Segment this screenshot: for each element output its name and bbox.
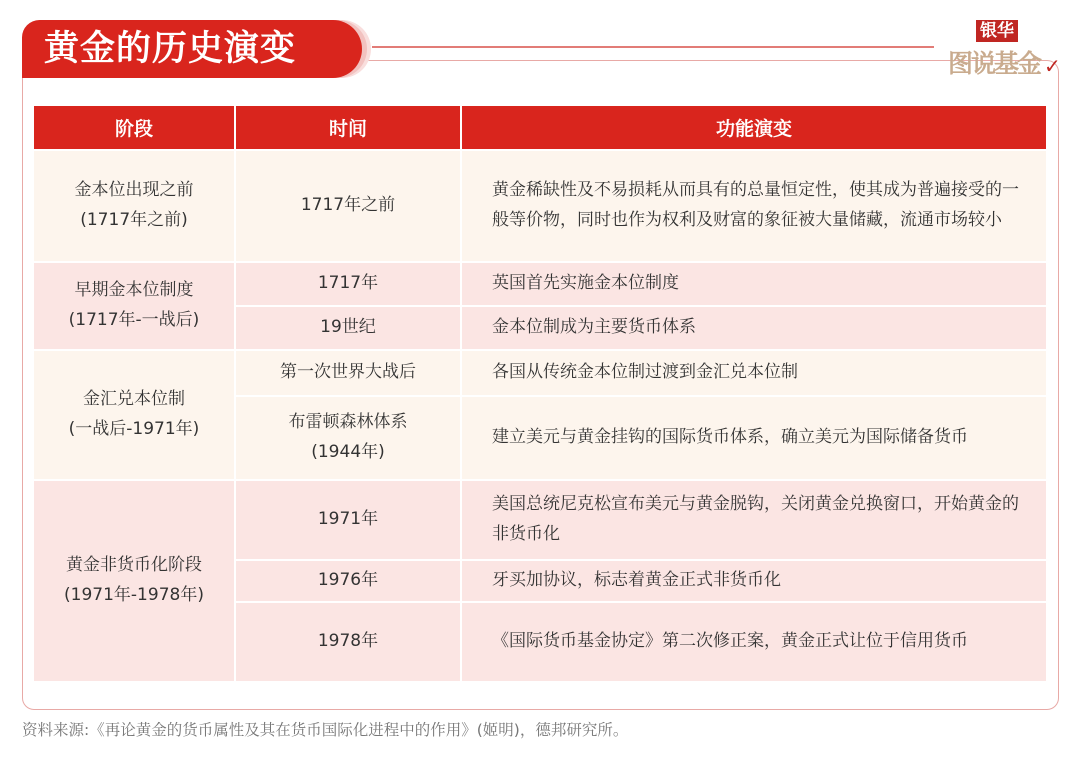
history-table <box>32 104 1048 683</box>
desc-cell: 黄金稀缺性及不易损耗从而具有的总量恒定性，使其成为普遍接受的一般等价物，同时也作为权利及财富的象征被大量储藏，流通市场较小 <box>462 151 1046 261</box>
desc-cell: 金本位制成为主要货币体系 <box>462 307 1046 349</box>
stage-period: (一战后-1971年) <box>68 419 200 439</box>
header-stage: 阶段 <box>34 106 234 149</box>
table-row <box>34 481 1046 559</box>
stage-period: (1717年-一战后) <box>68 310 200 330</box>
stage-name: 早期金本位制度 <box>74 280 194 301</box>
table-row <box>34 151 1046 261</box>
table-row <box>34 263 1046 305</box>
time-cell: 1976年 <box>236 561 460 601</box>
stage-name: 金汇兑本位制 <box>83 389 185 410</box>
source-note: 资料来源:《再论黄金的货币属性及其在货币国际化进程中的作用》(姬明)，德邦研究所。 <box>22 721 629 739</box>
stage-period: (1971年-1978年) <box>64 585 204 605</box>
stage-cell <box>34 151 234 261</box>
stage-cell <box>34 263 234 349</box>
table-row <box>34 351 1046 395</box>
check-icon: ✓ <box>1044 54 1061 78</box>
logo <box>946 20 1061 78</box>
time-cell: 1717年 <box>236 263 460 305</box>
time-cell: 第一次世界大战后 <box>236 351 460 395</box>
stage-cell <box>34 481 234 681</box>
desc-cell: 《国际货币基金协定》第二次修正案，黄金正式让位于信用货币 <box>462 603 1046 681</box>
desc-cell: 牙买加协议，标志着黄金正式非货币化 <box>462 561 1046 601</box>
logo-top: 银华 <box>976 20 1018 42</box>
stage-period: (1717年之前) <box>80 210 188 230</box>
time-cell <box>236 397 460 479</box>
logo-bottom: 图说基金 <box>948 49 1041 78</box>
desc-cell: 英国首先实施金本位制度 <box>462 263 1046 305</box>
time-cell: 1978年 <box>236 603 460 681</box>
desc-cell: 建立美元与黄金挂钩的国际货币体系，确立美元为国际储备货币 <box>462 397 1046 479</box>
table-header <box>34 106 1046 149</box>
stage-name: 黄金非货币化阶段 <box>66 555 202 576</box>
desc-cell: 美国总统尼克松宣布美元与黄金脱钩，关闭黄金兑换窗口，开始黄金的非货币化 <box>462 481 1046 559</box>
time-cell: 1971年 <box>236 481 460 559</box>
title-divider <box>372 46 934 48</box>
time-text: (1944年) <box>311 442 385 462</box>
header-time: 时间 <box>236 106 460 149</box>
stage-cell <box>34 351 234 479</box>
header-function: 功能演变 <box>462 106 1046 149</box>
stage-name: 金本位出现之前 <box>74 180 194 201</box>
desc-cell: 各国从传统金本位制过渡到金汇兑本位制 <box>462 351 1046 395</box>
time-cell: 19世纪 <box>236 307 460 349</box>
time-text: 布雷顿森林体系 <box>288 412 408 433</box>
page-title: 黄金的历史演变 <box>22 20 362 78</box>
time-cell: 1717年之前 <box>236 151 460 261</box>
